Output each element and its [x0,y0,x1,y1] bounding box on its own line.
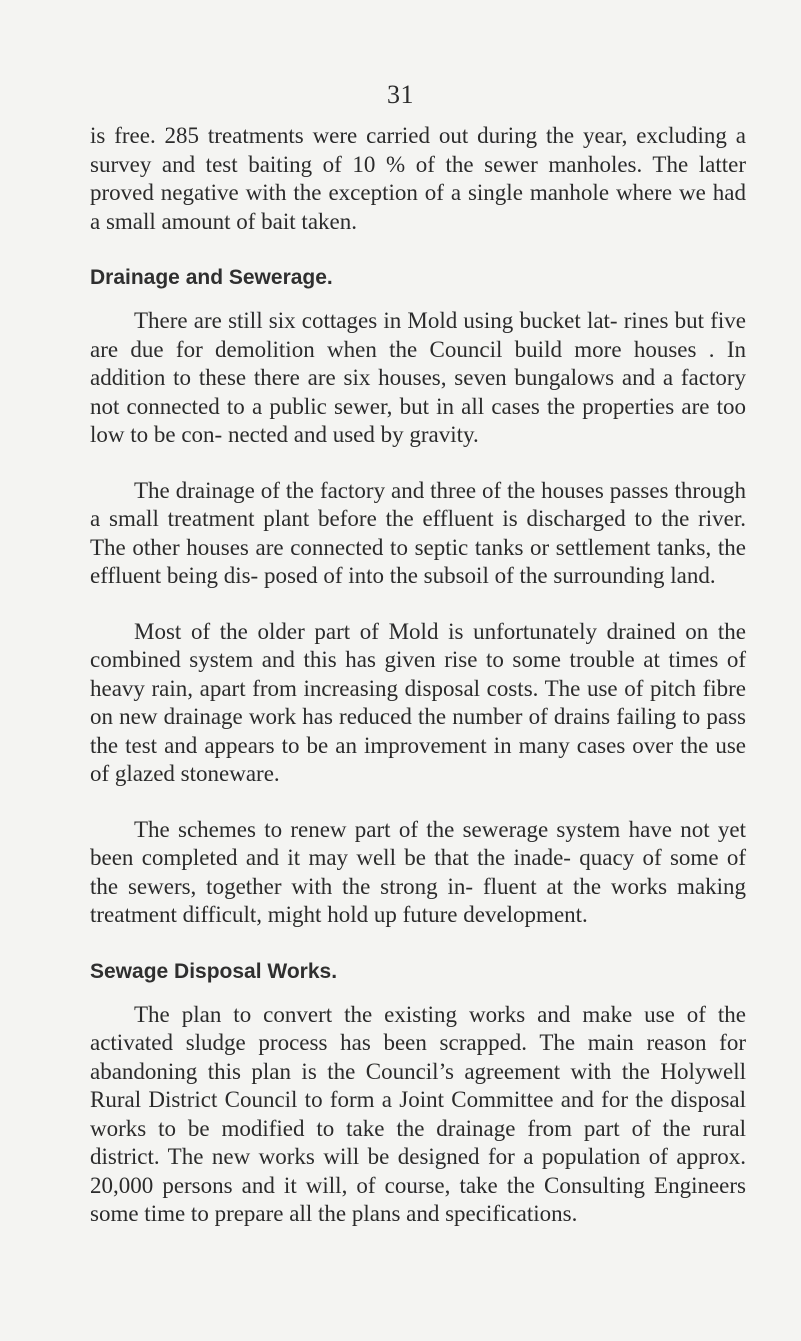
paragraph-sewage-1: The plan to convert the existing works and make use of the activated sludge process has been scrapped. The main reason for abandoning this plan is the Council’s agreement with the Holywell Rural District Council to form a Joint Committee and for the disposal works to be modified to take the drainage from part of the rural district. The new works will be designed for a population of approx. 20,000 persons and it will, of course, take the Consulting Engineers some time to prepare all the plans and specifications. [90,1001,746,1226]
paragraph-drainage-3: Most of the older part of Mold is unfortunately drained on the combined system and this has given rise to some trouble at times of heavy rain, apart from increasing disposal costs. The use of pitch fibre on new drainage work has reduced the number of drains failing to pass the test and appears to be an improvement in many cases over the use of glazed stoneware. [90,618,746,786]
section-heading-sewage: Sewage Disposal Works. [90,959,338,983]
paragraph-drainage-2: The drainage of the factory and three of the houses passes through a small treatment plant before the effluent is discharged to the river. The other houses are connected to septic tanks or settlement tanks, the effluent being dis- posed of into the subsoil of the surrounding land. [90,477,746,588]
section-heading-drainage: Drainage and Sewerage. [90,266,333,289]
page-body [90,122,746,1229]
paragraph-drainage-1: There are still six cottages in Mold using bucket lat- rines but five are due for demolition when the Council build more houses . In addition to these there are six houses, seven bungalows and a factory not connected to a public sewer, but in all cases the properties are too low to be con- nected and used by gravity. [90,308,746,447]
paragraph-drainage-4: The schemes to renew part of the sewerage system have not yet been completed and it may well be that the inade- quacy of some of the sewers, together with the strong in- fluent at the works making treatment difficult, might hold up future development. [90,816,746,927]
paragraph-continuation: is free. 285 treatments were carried out during the year, excluding a survey and test baiting of 10 % of the sewer manholes. The latter proved negative with the exception of a single manhole where we had a small amount of bait taken. [90,123,746,234]
page-number: 31 [387,80,414,109]
